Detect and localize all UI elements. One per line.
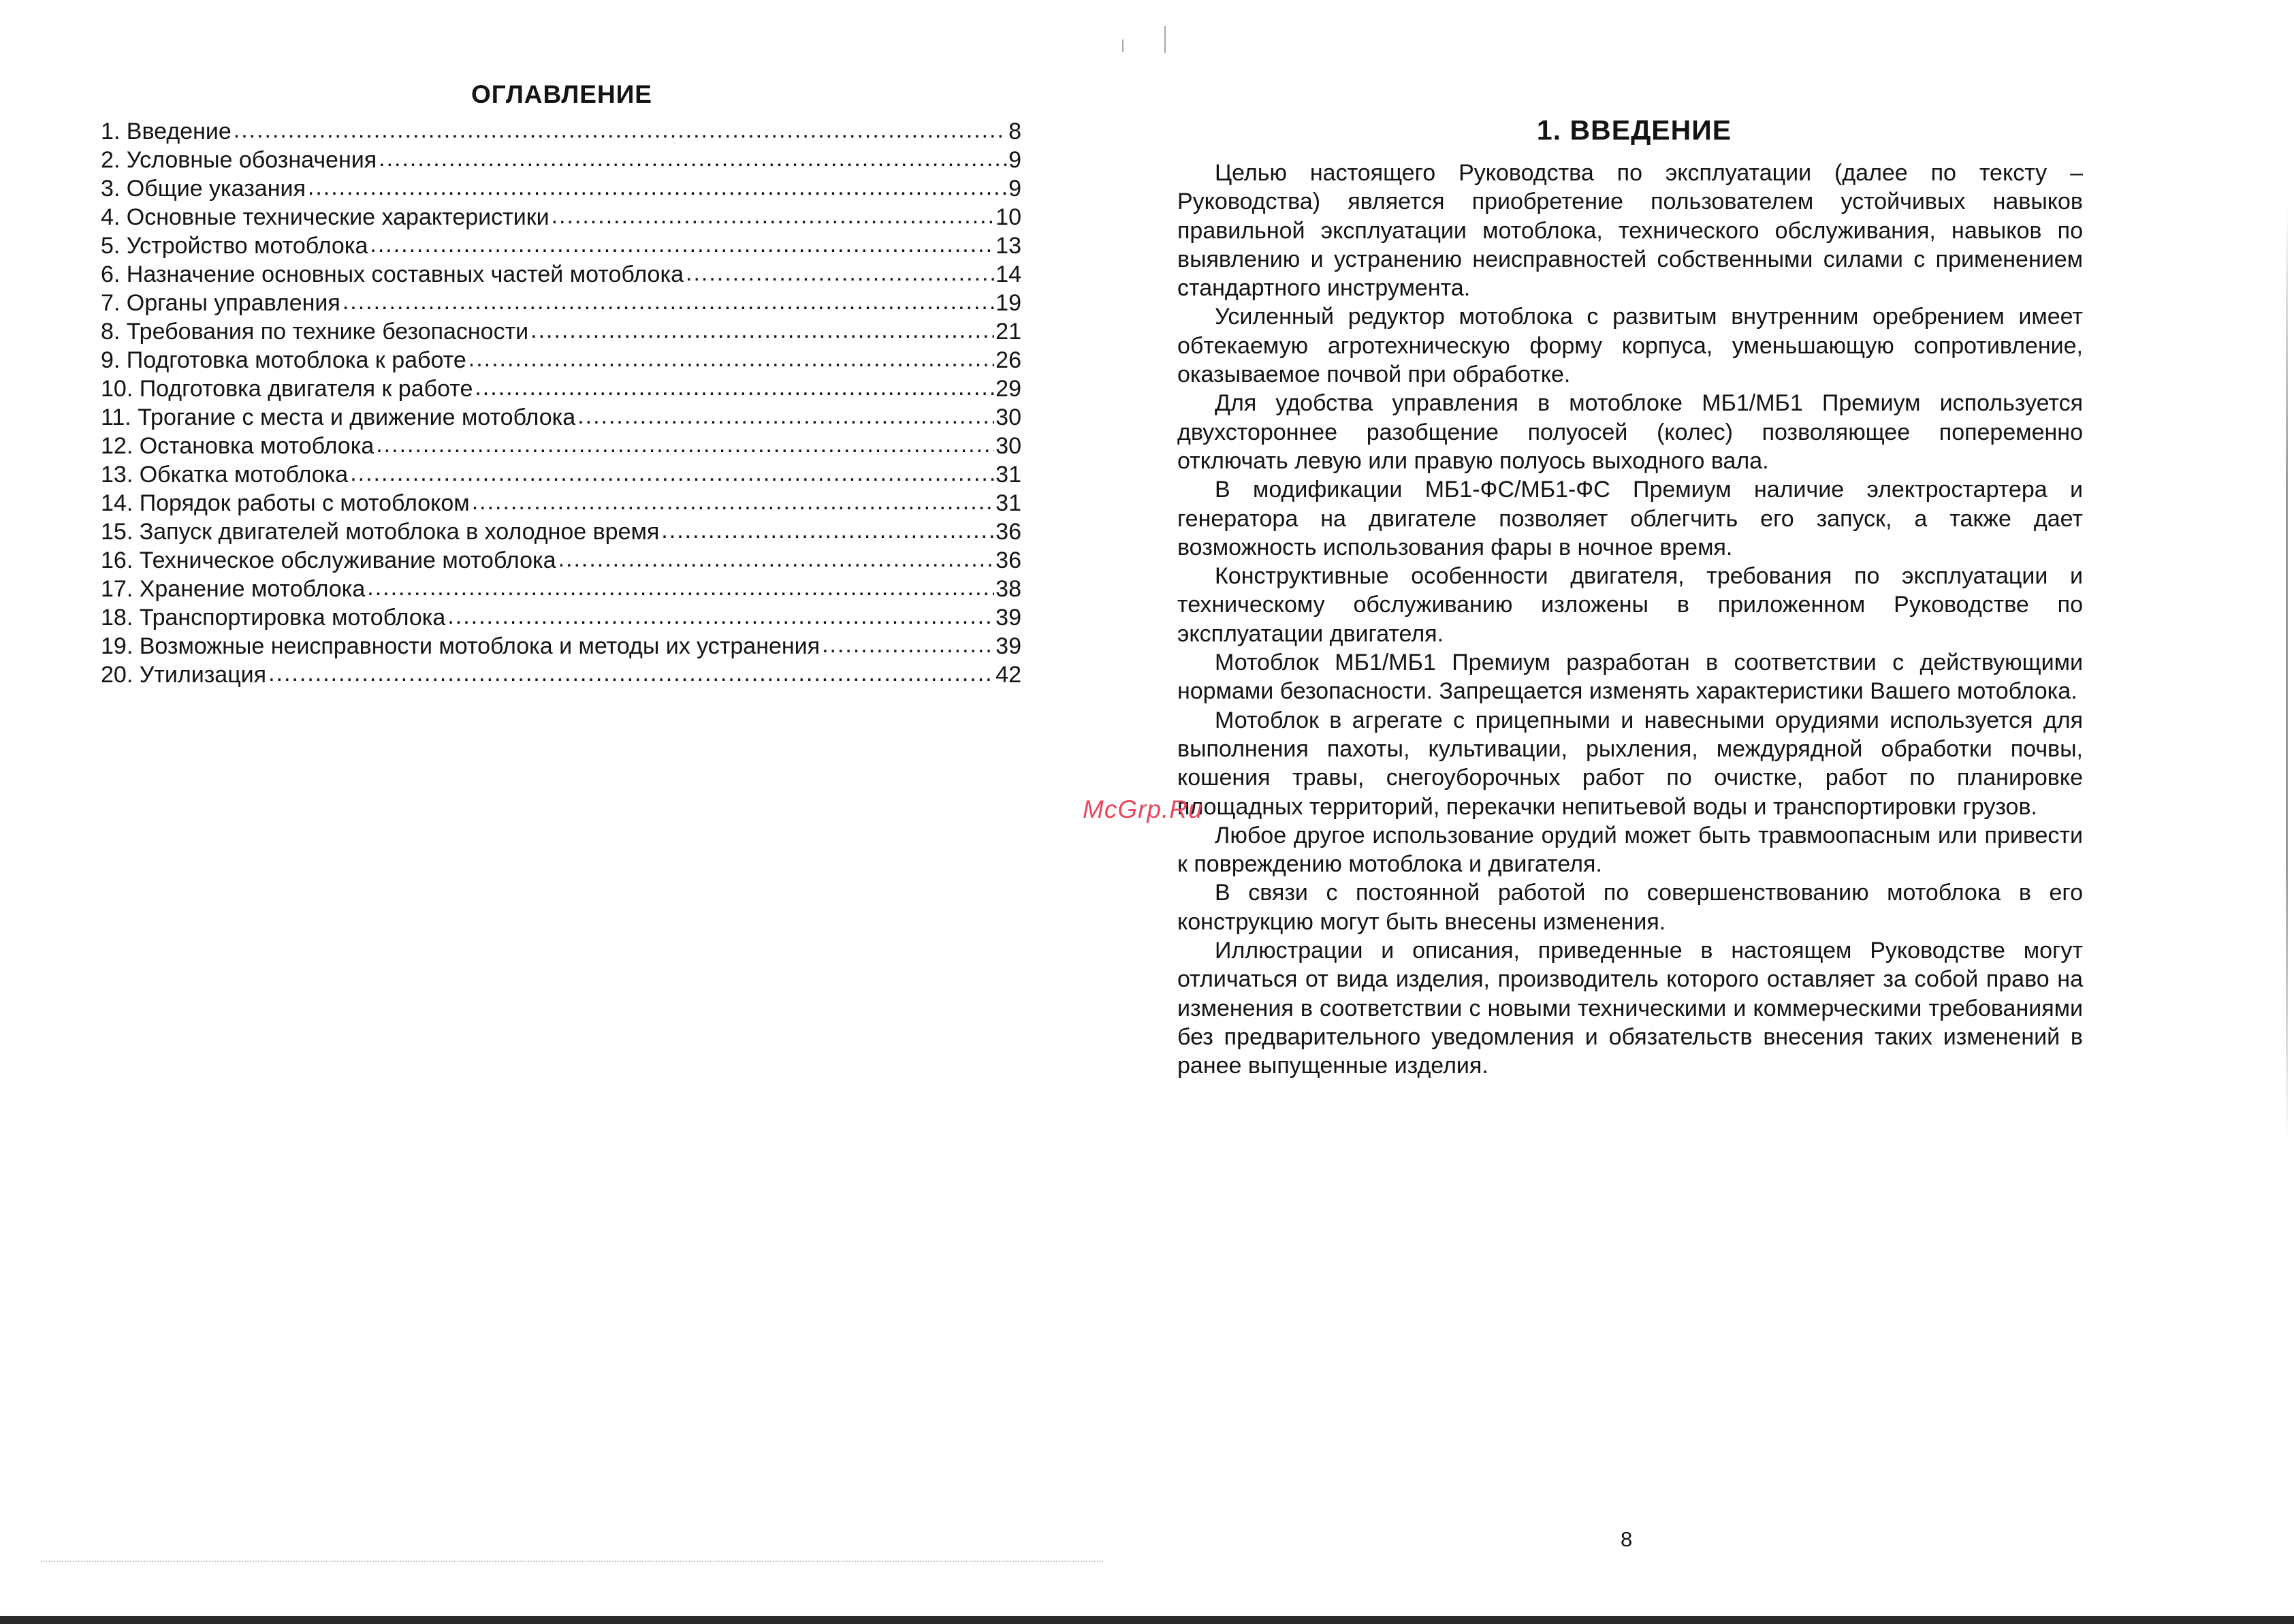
toc-entry — [101, 546, 1021, 575]
toc-entry-page: 21 — [995, 319, 1021, 345]
paragraph: В модификации МБ1-ФС/МБ1-ФС Премиум наличие электростартера и генератора на двигателе позволяет облегчить его запуск, а также дает возможность использования фары в ночное время. — [1177, 477, 2083, 560]
toc-entry-page: 10 — [995, 204, 1021, 230]
toc-dot-leader — [379, 144, 1007, 173]
toc-entry-label: 14. Порядок работы с мотоблоком — [101, 490, 470, 516]
toc-entry — [101, 575, 1021, 603]
toc-entry-page: 31 — [995, 462, 1021, 488]
toc-dot-leader — [552, 202, 995, 230]
toc-dot-leader — [530, 316, 994, 345]
toc-dot-leader — [367, 573, 994, 602]
intro-body — [1177, 159, 2083, 1081]
toc-dot-leader — [350, 459, 994, 488]
table-of-contents — [101, 117, 1021, 689]
toc-entry-label: 17. Хранение мотоблока — [101, 576, 366, 602]
toc-entry-page: 38 — [995, 576, 1021, 602]
toc-entry-label: 11. Трогание с места и движение мотоблока — [101, 404, 576, 430]
toc-dot-leader — [376, 430, 994, 459]
toc-dot-leader — [234, 116, 1007, 144]
toc-dot-leader — [472, 488, 994, 516]
scan-artifact-mark — [1164, 26, 1166, 53]
toc-entry-label: 4. Основные технические характеристики — [101, 204, 549, 230]
toc-entry-page: 36 — [995, 547, 1021, 573]
toc-dot-leader — [308, 173, 1007, 202]
scan-artifact-mark — [1122, 39, 1124, 52]
page-number: 8 — [1621, 1527, 1633, 1551]
paragraph: Усиленный редуктор мотоблока с развитым внутренним оребрением имеет обтекаемую агротехническую форму корпуса, уменьшающую сопротивление, оказываемое почвой при обработке. — [1177, 304, 2083, 388]
toc-entry-page: 9 — [1008, 147, 1021, 173]
toc-dot-leader — [822, 631, 994, 659]
toc-entry-page: 42 — [995, 662, 1021, 688]
toc-entry — [101, 460, 1021, 489]
watermark: McGrp.Ru — [1083, 795, 1203, 823]
toc-entry — [101, 260, 1021, 289]
toc-entry — [101, 375, 1021, 403]
toc-entry-label: 7. Органы управления — [101, 290, 340, 316]
toc-entry-label: 20. Утилизация — [101, 662, 267, 688]
toc-entry-label: 6. Назначение основных составных частей мотоблока — [101, 261, 684, 287]
toc-entry — [101, 174, 1021, 203]
toc-entry-page: 30 — [995, 433, 1021, 459]
toc-entry — [101, 146, 1021, 174]
paragraph: Иллюстрации и описания, приведенные в настоящем Руководстве могут отличаться от вида изделия, производитель которого оставляет за собой право на изменения в соответствии с новыми техническими и коммерческими требованиями без предварительного уведомления и обязательств внесения таких изменений в ранее выпущенные изделия. — [1177, 938, 2083, 1079]
toc-dot-leader — [370, 230, 994, 259]
section-heading: 1. ВВЕДЕНИЕ — [1536, 114, 1732, 146]
toc-entry-label: 8. Требования по технике безопасности — [101, 319, 529, 345]
right-page — [1151, 0, 2294, 1624]
toc-entry-page: 30 — [995, 404, 1021, 430]
toc-entry — [101, 603, 1021, 632]
toc-entry-label: 19. Возможные неисправности мотоблока и методы их устранения — [101, 633, 821, 659]
toc-dot-leader — [268, 659, 994, 688]
toc-entry-page: 14 — [995, 261, 1021, 287]
toc-entry-label: 13. Обкатка мотоблока — [101, 462, 349, 488]
toc-entry — [101, 317, 1021, 346]
toc-entry — [101, 232, 1021, 260]
paragraph: Конструктивные особенности двигателя, требования по эксплуатации и техническому обслуживанию изложены в приложенном Руководстве по эксплуатации двигателя. — [1177, 563, 2083, 647]
toc-entry — [101, 289, 1021, 317]
toc-dot-leader — [475, 373, 994, 402]
toc-entry-page: 39 — [995, 633, 1021, 659]
toc-entry-label: 1. Введение — [101, 118, 232, 144]
toc-entry-page: 8 — [1008, 118, 1021, 144]
paragraph: Мотоблок МБ1/МБ1 Премиум разработан в соответствии с действующими нормами безопасности. Запрещается изменять характеристики Вашего мотоблока. — [1177, 650, 2083, 705]
toc-entry-page: 29 — [995, 376, 1021, 402]
toc-dot-leader — [447, 602, 994, 631]
toc-entry-page: 31 — [995, 490, 1021, 516]
toc-entry-label: 10. Подготовка двигателя к работе — [101, 376, 473, 402]
toc-entry-page: 19 — [995, 290, 1021, 316]
left-page — [0, 0, 1144, 1624]
toc-entry — [101, 432, 1021, 460]
toc-dot-leader — [577, 402, 994, 430]
toc-title: ОГЛАВЛЕНИЕ — [471, 80, 652, 108]
toc-dot-leader — [468, 345, 994, 373]
toc-entry — [101, 518, 1021, 546]
toc-entry-label: 9. Подготовка мотоблока к работе — [101, 347, 466, 373]
toc-dot-leader — [342, 287, 994, 316]
toc-entry-label: 18. Транспортировка мотоблока — [101, 605, 446, 631]
toc-entry — [101, 403, 1021, 432]
toc-dot-leader — [686, 259, 994, 287]
toc-entry — [101, 203, 1021, 232]
toc-dot-leader — [558, 545, 995, 573]
toc-entry — [101, 632, 1021, 660]
scan-edge-shadow — [2286, 204, 2288, 1144]
toc-entry-page: 9 — [1008, 176, 1021, 202]
scan-artifact-line — [41, 1561, 1103, 1562]
toc-entry-label: 3. Общие указания — [101, 176, 306, 202]
paragraph: Для удобства управления в мотоблоке МБ1/МБ1 Премиум используется двухстороннее разобщение полуосей (колес) позволяющее попеременно отключать левую или правую полуось выходного вала. — [1177, 390, 2083, 474]
toc-entry-page: 13 — [995, 233, 1021, 259]
scan-bottom-border — [0, 1616, 2294, 1624]
toc-entry-page: 39 — [995, 605, 1021, 631]
paragraph: Целью настоящего Руководства по эксплуатации (далее по тексту – Руководства) является приобретение пользователем устойчивых навыков правильной эксплуатации мотоблока, технического обслуживания, навыков по выявлению и устранению неисправностей собственными силами с применением стандартного инструмента. — [1177, 160, 2083, 302]
toc-entry-label: 2. Условные обозначения — [101, 147, 377, 173]
toc-entry — [101, 660, 1021, 689]
paragraph: Любое другое использование орудий может быть травмоопасным или привести к повреждению мотоблока и двигателя. — [1177, 822, 2083, 878]
toc-entry-label: 12. Остановка мотоблока — [101, 433, 375, 459]
toc-entry-label: 16. Техническое обслуживание мотоблока — [101, 547, 556, 573]
paragraph: В связи с постоянной работой по совершенствованию мотоблока в его конструкцию могут быть внесены изменения. — [1177, 880, 2083, 935]
toc-entry-label: 5. Устройство мотоблока — [101, 233, 368, 259]
toc-entry — [101, 117, 1021, 146]
toc-dot-leader — [661, 516, 994, 545]
toc-entry-page: 36 — [995, 519, 1021, 545]
paragraph: Мотоблок в агрегате с прицепными и навесными орудиями используется для выполнения пахоты, культивации, рыхления, междурядной обработки почвы, кошения травы, снегоуборочных работ по очистке, работ по планировке площадных территорий, перекачки непитьевой воды и транспортировки грузов. — [1177, 707, 2083, 820]
toc-entry — [101, 346, 1021, 375]
toc-entry — [101, 489, 1021, 518]
toc-entry-page: 26 — [995, 347, 1021, 373]
toc-entry-label: 15. Запуск двигателей мотоблока в холодное время — [101, 519, 660, 545]
